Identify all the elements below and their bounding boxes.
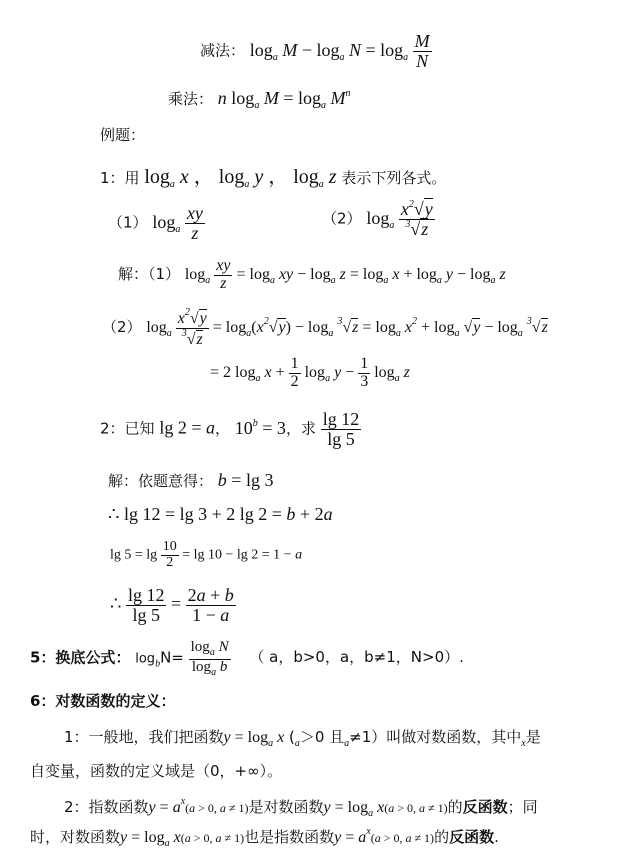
solution-2-step1: ∴ lg 12 = lg 3 + 2 lg 2 = b + 2a — [108, 504, 333, 524]
solution-1-result: = 2 $\log_a x$ + $\frac{1}{2}$ $\log_a y$ − $\frac{1}{3}$ $\log_a z$ — [210, 355, 410, 390]
definition-p2: 2：指数函数$y = a^x(a > 0$, a ≠ 1)是对数函数$y = \log_a x(a > 0$, a ≠ 1)的反函数；同 — [64, 796, 538, 819]
example-1-vars: $\log_a x$ ， $\log_a y$ ， $\log_a z$ — [144, 166, 337, 190]
example-1-part2: （2） $\log_a$ $\frac{x^2√y}{^3√z}$ — [322, 199, 433, 239]
multiplication-rule — [168, 88, 350, 111]
definition-p1-line2: 自变量，函数的定义域是（0，+∞）。 — [30, 762, 283, 780]
subtraction-formula: $\log_a M - \log_a N = \log_a$ $\frac{M}{N}$ — [249, 31, 430, 71]
definition-p2-line2: 时，对数函数$y = \log_a x(a > 0$, a ≠ 1)也是指数函数$y = a^x(a > 0$, a ≠ 1)的反函数. — [30, 826, 499, 849]
change-of-base-label: 5：换底公式： — [30, 648, 131, 667]
examples-heading: 例题： — [100, 126, 146, 144]
multiplication-label: 乘法： — [168, 90, 214, 108]
subtraction-label: 减法： — [200, 41, 246, 60]
solution-2: 解：依题意得： b = lg 3 — [108, 470, 274, 490]
solution-2-result: ∴ $\frac{\lg 12}{\lg 5}$ = $\frac{2a + b}{1 - a}$ — [110, 585, 234, 625]
solution-2-step2: lg 5 = lg $\frac{10}{2}$ = lg 10 − lg 2 = 1 − a — [110, 539, 303, 570]
change-of-base: 5：换底公式： $\log_bN=$ $\frac{\log_a N}{\log_a b}$ （ a，b>0，a，b≠1，N>0）. — [30, 639, 464, 678]
multiplication-formula: n $\log_a M = \log_a M^n$ — [217, 88, 351, 111]
definition-p1: 1：一般地，我们把函数$y = \log_a x$ ($_a>0$ 且$_a$≠1）叫做对数函数，其中$_x$是 — [64, 728, 541, 749]
definition-heading: 6：对数函数的定义： — [30, 692, 176, 710]
example-1-part1: （1） $\log_a$ $\frac{xy}{z}$ — [108, 203, 203, 243]
example-1: 1：用 $\log_a x$ ， $\log_a y$ ， $\log_a z$ 表示下列各式。 — [100, 166, 447, 190]
example-2: 2：已知 lg 2 = a， $10^b = 3$，求 $\frac{\lg 12}{\lg 5}$ — [100, 409, 360, 449]
subtraction-rule — [200, 32, 432, 71]
solution-1: 解：（1） $\log_a$ $\frac{xy}{z}$ = $\log_a$ xy − $\log_a z = \log_a x + \log_a y - \log_a z$ — [118, 257, 506, 292]
solution-1-part2: （2） $\log_a$ $\frac{x^2√y}{^3√z}$ = $\log_a(x^2√y) - \log_a ^3√z = \log_a x^2 + \log_a √y - \log_a ^3√z$ — [102, 307, 548, 348]
